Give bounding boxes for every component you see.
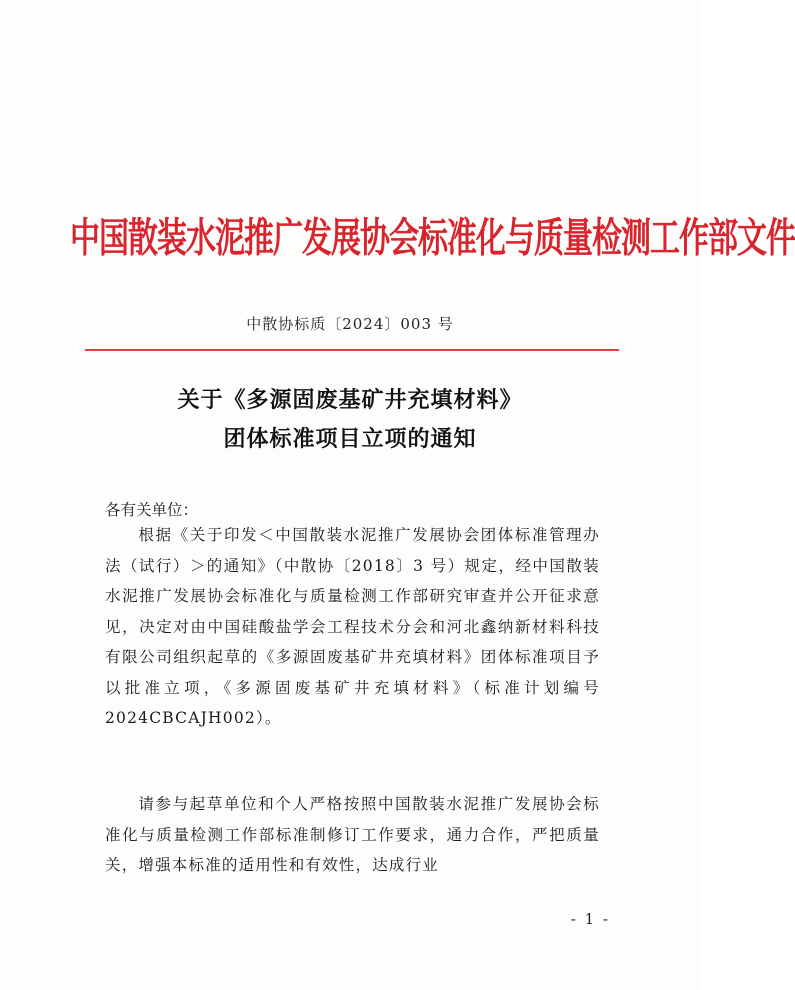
body-paragraph-1-text: 根据《关于印发＜中国散装水泥推广发展协会团体标准管理办法（试行）＞的通知》（中散协〔2018〕3 号）规定，经中国散装水泥推广发展协会标准化与质量检测工作部研究审查并公开征求意见，决定对由中国硅酸盐学会工程技术分会和河北鑫纳新材料科技有限公司组织起草的《多源固废基矿井充填材料》团体标准项目予以批准立项，《多源固废基矿井充填材料》（标准计划编号 2024CBCAJH002）。 — [105, 526, 600, 727]
red-divider-rule — [85, 349, 619, 351]
notice-title-line-1: 关于《多源固废基矿井充填材料》 — [177, 388, 523, 413]
notice-title-line-2: 团体标准项目立项的通知 — [223, 427, 477, 452]
body-paragraph-2-text: 请参与起草单位和个人严格按照中国散装水泥推广发展协会标准化与质量检测工作部标准制修订工作要求，通力合作，严把质量关，增强本标准的适用性和有效性，达成行业 — [105, 795, 600, 874]
document-number: 中散协标质〔2024〕003 号 — [246, 315, 454, 333]
body-paragraph-1 — [105, 520, 600, 734]
page-number: - 1 - — [570, 910, 610, 928]
salutation: 各有关单位： — [105, 501, 199, 519]
masthead-title: 中国散装水泥推广发展协会标准化与质量检测工作部文件 — [70, 214, 795, 263]
body-paragraph-2 — [105, 789, 600, 881]
